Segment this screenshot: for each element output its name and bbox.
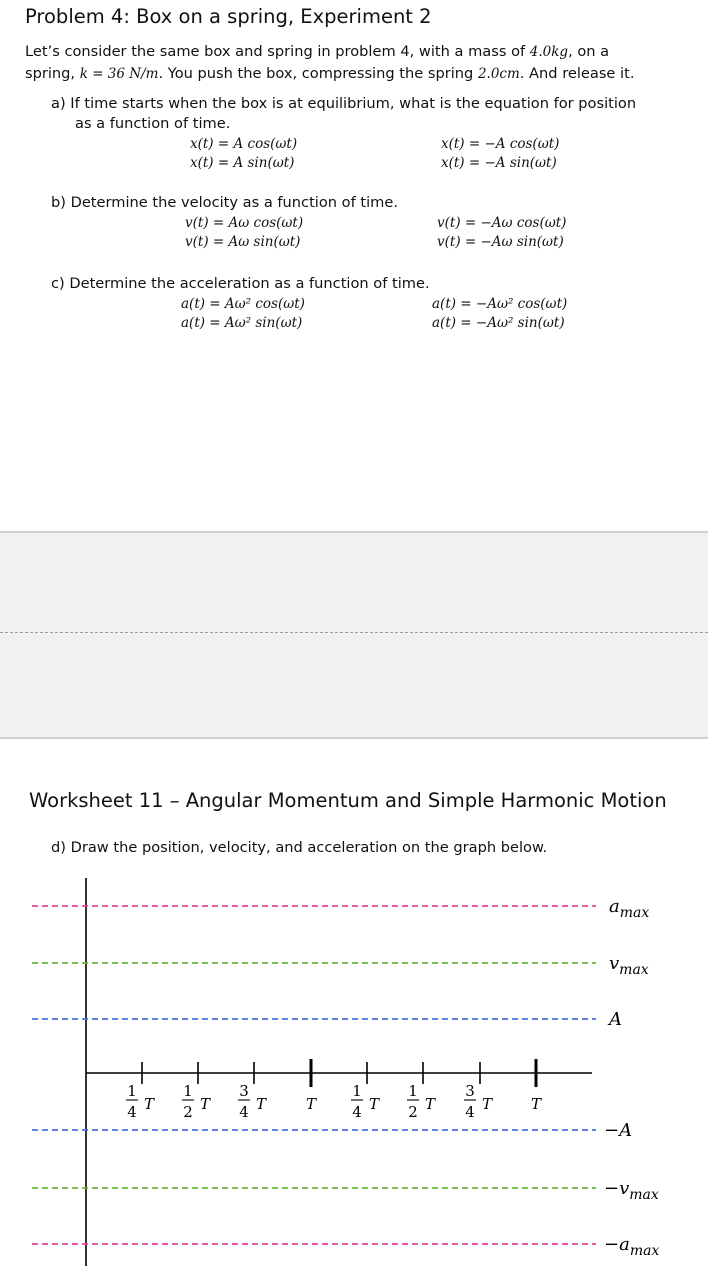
part-a-option-2: x(t) = A sin(ωt) bbox=[190, 155, 295, 171]
motion-graph bbox=[0, 870, 708, 1284]
tick-label-denominator-2: 2 bbox=[183, 1103, 193, 1121]
part-c-option-1: a(t) = Aω² cos(ωt) bbox=[181, 296, 305, 312]
tick-label-numerator-6: 1 bbox=[408, 1082, 418, 1100]
part-b-option-2: v(t) = Aω sin(ωt) bbox=[185, 234, 301, 250]
intro-text-1: Let’s consider the same box and spring in problem 4, with a mass of bbox=[25, 43, 526, 60]
part-c-question: c) Determine the acceleration as a function of time. bbox=[51, 275, 430, 292]
part-c-option-4: a(t) = −Aω² sin(ωt) bbox=[432, 315, 565, 331]
worksheet-title: Worksheet 11 – Angular Momentum and Simple Harmonic Motion bbox=[29, 789, 667, 812]
level-label-v-max: $v_{max}$ bbox=[609, 953, 649, 978]
tick-label-denominator-1: 4 bbox=[127, 1103, 137, 1121]
tick-label-numerator-7: 3 bbox=[465, 1082, 475, 1100]
part-a-option-1: x(t) = A cos(ωt) bbox=[190, 136, 298, 152]
tick-label-denominator-3: 4 bbox=[239, 1103, 249, 1121]
page-break bbox=[0, 531, 708, 739]
tick-label-numerator-1: 1 bbox=[127, 1082, 137, 1100]
tick-label-symbol-6: T bbox=[424, 1095, 436, 1113]
part-b-option-4: v(t) = −Aω sin(ωt) bbox=[437, 234, 564, 250]
tick-label-symbol-3: T bbox=[255, 1095, 267, 1113]
tick-label-symbol-7: T bbox=[481, 1095, 493, 1113]
tick-label-numerator-5: 1 bbox=[352, 1082, 362, 1100]
mass-value: 4.0kg bbox=[529, 44, 569, 60]
part-b-question: b) Determine the velocity as a function of time. bbox=[51, 194, 398, 211]
tick-label-symbol-5: T bbox=[368, 1095, 380, 1113]
part-c-option-3: a(t) = −Aω² cos(ωt) bbox=[432, 296, 568, 312]
tick-label-symbol-2: T bbox=[199, 1095, 211, 1113]
level-label-a-max: $a_{max}$ bbox=[609, 896, 650, 921]
level-label-neg-v-max: $-v_{max}$ bbox=[604, 1178, 659, 1203]
tick-label-numerator-2: 1 bbox=[183, 1082, 193, 1100]
tick-label-symbol-8: T bbox=[530, 1095, 542, 1113]
tick-label-denominator-7: 4 bbox=[465, 1103, 475, 1121]
intro-text-4: . You push the box, compressing the spring bbox=[158, 65, 474, 82]
intro-text-3: spring, bbox=[25, 65, 76, 82]
tick-label-symbol-4: T bbox=[305, 1095, 317, 1113]
part-a-option-3: x(t) = −A cos(ωt) bbox=[441, 136, 560, 152]
level-label-neg-a-max: $-a_{max}$ bbox=[604, 1234, 660, 1259]
compression-value: 2.0cm bbox=[477, 66, 520, 82]
part-a-question-line2: as a function of time. bbox=[75, 115, 231, 132]
part-a-question-line1: a) If time starts when the box is at equilibrium, what is the equation for position bbox=[51, 95, 637, 112]
part-b-option-1: v(t) = Aω cos(ωt) bbox=[185, 215, 304, 231]
problem-title: Problem 4: Box on a spring, Experiment 2 bbox=[25, 5, 432, 28]
problem-intro bbox=[25, 41, 695, 85]
intro-text-5: . And release it. bbox=[519, 65, 635, 82]
level-label-a: A bbox=[609, 1009, 622, 1030]
page-break-dashed-line bbox=[0, 632, 708, 633]
tick-label-symbol-1: T bbox=[143, 1095, 155, 1113]
part-c-option-2: a(t) = Aω² sin(ωt) bbox=[181, 315, 303, 331]
part-d-question: d) Draw the position, velocity, and acceleration on the graph below. bbox=[51, 839, 548, 856]
part-b-option-3: v(t) = −Aω cos(ωt) bbox=[437, 215, 567, 231]
level-label-neg-a: −A bbox=[604, 1120, 633, 1141]
part-a-option-4: x(t) = −A sin(ωt) bbox=[441, 155, 557, 171]
spring-constant: k = 36 N/m bbox=[79, 66, 159, 82]
tick-label-numerator-3: 3 bbox=[239, 1082, 249, 1100]
tick-label-denominator-6: 2 bbox=[408, 1103, 418, 1121]
tick-label-denominator-5: 4 bbox=[352, 1103, 362, 1121]
intro-text-2: , on a bbox=[568, 43, 610, 60]
